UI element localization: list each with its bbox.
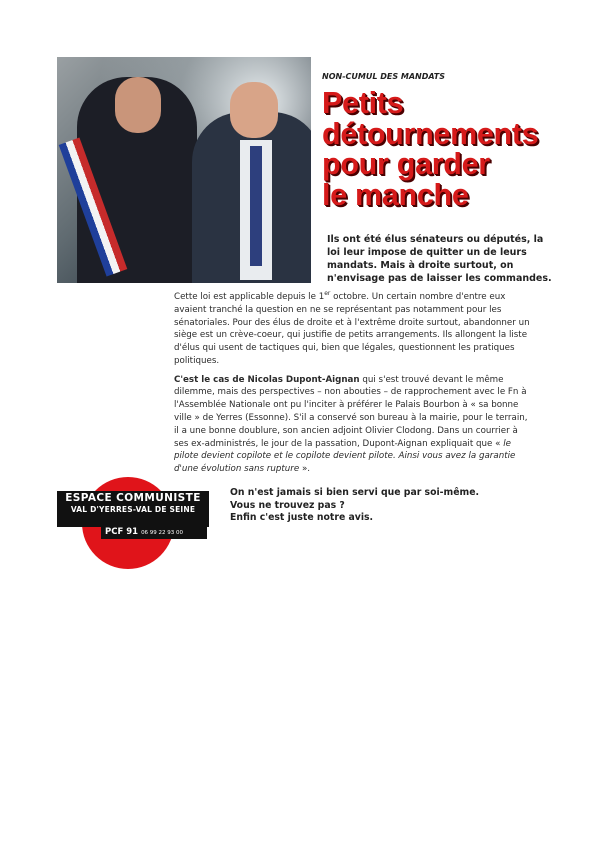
article-standfirst: Ils ont été élus sénateurs ou députés, la loi leur impose de quitter un de leurs mandats. Mais à droite surtout, on n'envisage pas de laisser les commandes.: [327, 234, 552, 284]
p2-quote: le pilote devient copilote et le copilote devient pilote. Ainsi vous avez la garantie d'une évolution sans rupture: [174, 438, 516, 475]
paragraph-1: [174, 291, 534, 368]
p2-text: qui s'est trouvé devant le même dilemme, mais des perspectives – non abouties – de rapprochement avec le Fn à l'Assemblée Nationale ont pu l'inciter à préférer le Palais Bourbon à « sa bonne ville » de Yerres (Essonne). S'il a conservé son bureau à la mairie, pour le terrain, il a une bonne doublure, son ancien adjoint Olivier Clodong. Dans un courrier à ses ex-administrés, le jour de la passation, Dupont-Aignan expliquait que «: [174, 374, 528, 449]
logo-pcf-strip: [101, 527, 207, 539]
article-body: [174, 291, 534, 482]
photo-tie: [250, 146, 262, 266]
p2-lead: C'est le cas de Nicolas Dupont-Aignan: [174, 374, 360, 385]
closing-line: Enfin c'est juste notre avis.: [230, 512, 374, 524]
closing-line: On n'est jamais si bien servi que par soi-même.: [230, 487, 480, 498]
logo-box: [57, 491, 209, 527]
photo-head-left: [115, 77, 161, 133]
headline-line: détournements: [322, 116, 539, 151]
p1-text-b: octobre. Un certain nombre d'entre eux avaient tranché la question en ne se représentant pas notamment pour les sénatoriales. Pour des élus de droite et à l'extrême droite surtout, abandonner un siège est un crève-coeur, qui justifie de petits arrangements. Ils allongent la liste d'élus qui usent de tactiques qui, bien que légales, questionnent les pratiques politiques.: [174, 292, 530, 366]
headline-line: pour garder: [322, 147, 490, 181]
espace-communiste-logo: [57, 491, 217, 551]
logo-pcf: PCF 91: [105, 527, 139, 537]
headline-line: le manche: [322, 177, 469, 212]
headline-line: Petits: [322, 86, 404, 120]
photo-person-right: [192, 112, 311, 283]
p1-text-a: Cette loi est applicable depuis le 1: [174, 292, 325, 302]
p2-end: ».: [299, 464, 311, 475]
article-kicker: NON-CUMUL DES MANDATS: [322, 72, 446, 81]
article-photo: [57, 57, 311, 283]
photo-head-right: [230, 82, 278, 138]
ordinal-superscript: er: [324, 290, 331, 298]
logo-line1: ESPACE COMMUNISTE: [65, 492, 201, 504]
article-closing: [230, 487, 550, 525]
logo-line2: VAL D'YERRES-VAL DE SEINE: [70, 505, 196, 514]
logo-phone: 06 99 22 93 00: [141, 530, 184, 536]
closing-line: Vous ne trouvez pas ?: [230, 499, 345, 511]
paragraph-2: [174, 374, 534, 476]
article-headline: [322, 88, 552, 210]
